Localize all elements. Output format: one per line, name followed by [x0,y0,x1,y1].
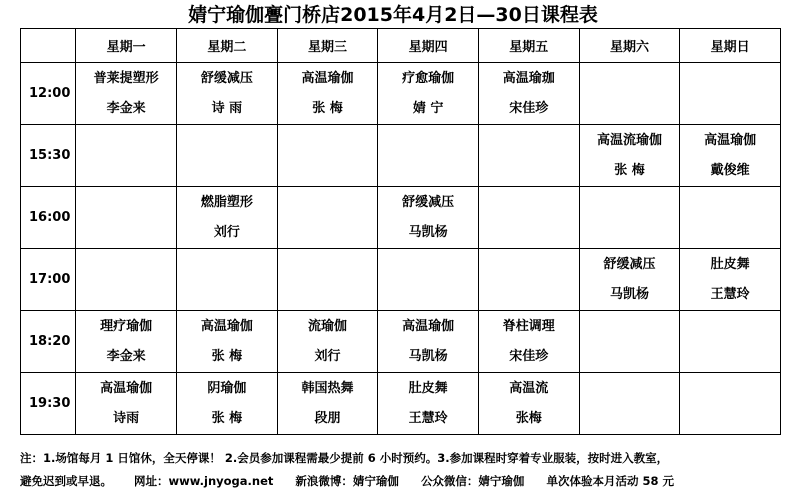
header-row [21,29,781,63]
class-name: 阴瑜伽 [207,380,247,396]
class-cell [277,249,378,311]
note-line-1: 注：1.场馆每月 1 日馆休，全天停课！ 2.会员参加课程需最少提前 6 小时预约。3.参加课程时穿着专业服装，按时进入教室， [20,451,669,465]
teacher-name: 刘行 [213,224,240,240]
schedule-row [21,125,781,187]
class-cell [680,63,781,125]
class-cell [478,373,579,435]
class-name: 高温瑜珈 [502,70,555,86]
class-cell [76,373,177,435]
time-cell: 16:00 [21,187,76,249]
schedule-row [21,311,781,373]
teacher-name: 段朋 [314,410,341,426]
class-cell [76,125,177,187]
class-cell [478,125,579,187]
note-text: 避免迟到或早退。 [20,474,112,488]
class-cell [277,63,378,125]
class-cell [579,125,680,187]
class-cell [277,373,378,435]
class-name: 普莱提塑形 [93,70,159,86]
day-header: 星期四 [378,29,479,63]
class-cell [76,311,177,373]
teacher-name: 李金来 [106,100,146,116]
teacher-name: 王慧玲 [710,286,750,302]
schedule-table [20,28,781,435]
class-name: 韩国热舞 [301,380,354,396]
weibo-text: 新浪微博：婧宁瑜伽 [295,474,399,488]
class-cell [378,187,479,249]
class-cell [378,373,479,435]
teacher-name: 张 梅 [614,162,645,178]
website-link[interactable]: 网址：www.jnyoga.net [134,474,274,488]
class-cell [177,187,278,249]
class-cell [478,187,579,249]
schedule-row [21,187,781,249]
class-cell [579,373,680,435]
class-cell [76,249,177,311]
teacher-name: 宋佳珍 [509,100,549,116]
class-name: 高温瑜伽 [301,70,354,86]
class-cell [378,63,479,125]
teacher-name: 张梅 [515,410,542,426]
class-cell [478,311,579,373]
teacher-name: 马凯杨 [408,224,448,240]
day-header: 星期日 [680,29,781,63]
time-cell: 12:00 [21,63,76,125]
class-cell [680,249,781,311]
time-cell: 15:30 [21,125,76,187]
wechat-text: 公众微信：婧宁瑜伽 [420,474,525,488]
class-cell [277,187,378,249]
teacher-name: 宋佳珍 [509,348,549,364]
class-name: 疗愈瑜伽 [402,70,455,86]
class-name: 舒缓减压 [603,256,656,272]
class-cell [478,63,579,125]
day-header: 星期一 [76,29,177,63]
day-header: 星期三 [277,29,378,63]
class-cell [177,125,278,187]
class-name: 舒缓减压 [402,194,455,210]
class-cell [680,311,781,373]
teacher-name: 诗雨 [113,410,140,426]
class-name: 高温瑜伽 [402,318,455,334]
teacher-name: 张 梅 [312,100,343,116]
class-cell [177,311,278,373]
page-title: 婧宁瑜伽亹门桥店2015年4月2日—30日课程表 [188,4,598,26]
corner-cell [21,29,76,63]
schedule-row [21,373,781,435]
teacher-name: 马凯杨 [609,286,649,302]
class-name: 高温瑜伽 [200,318,253,334]
class-cell [478,249,579,311]
class-name: 高温流瑜伽 [596,132,662,148]
class-cell [680,125,781,187]
class-name: 肚皮舞 [710,256,750,272]
teacher-name: 刘行 [314,348,341,364]
class-cell [378,125,479,187]
class-name: 高温瑜伽 [704,132,757,148]
schedule-row [21,63,781,125]
teacher-name: 张 梅 [211,410,243,426]
class-cell [680,187,781,249]
class-name: 高温瑜伽 [100,380,153,396]
time-cell: 18:20 [21,311,76,373]
teacher-name: 张 梅 [211,348,243,364]
class-cell [378,311,479,373]
promo-text: 单次体验本月活动 58 元 [546,474,674,488]
class-cell [177,249,278,311]
note-line-2 [20,470,786,493]
class-cell [579,311,680,373]
class-cell [177,63,278,125]
teacher-name: 马凯杨 [408,348,448,364]
class-name: 高温流 [509,380,549,396]
class-name: 舒缓减压 [200,70,253,86]
day-header: 星期五 [478,29,579,63]
class-name: 燃脂塑形 [200,194,253,210]
day-header: 星期二 [177,29,278,63]
class-cell [277,125,378,187]
class-cell [277,311,378,373]
schedule-row [21,249,781,311]
class-name: 肚皮舞 [408,380,448,396]
day-header: 星期六 [579,29,680,63]
class-name: 流瑜伽 [307,318,347,334]
class-cell [177,373,278,435]
notes [20,447,786,493]
teacher-name: 李金来 [106,348,146,364]
class-cell [579,187,680,249]
class-name: 理疗瑜伽 [100,318,153,334]
class-cell [579,249,680,311]
teacher-name: 诗 雨 [211,100,243,116]
teacher-name: 王慧玲 [408,410,448,426]
time-cell: 17:00 [21,249,76,311]
teacher-name: 戴俊维 [710,162,750,178]
class-cell [76,187,177,249]
class-cell [378,249,479,311]
time-cell: 19:30 [21,373,76,435]
teacher-name: 婧 宁 [412,100,444,116]
class-cell [680,373,781,435]
class-cell [579,63,680,125]
class-cell [76,63,177,125]
class-name: 脊柱调理 [502,318,555,334]
